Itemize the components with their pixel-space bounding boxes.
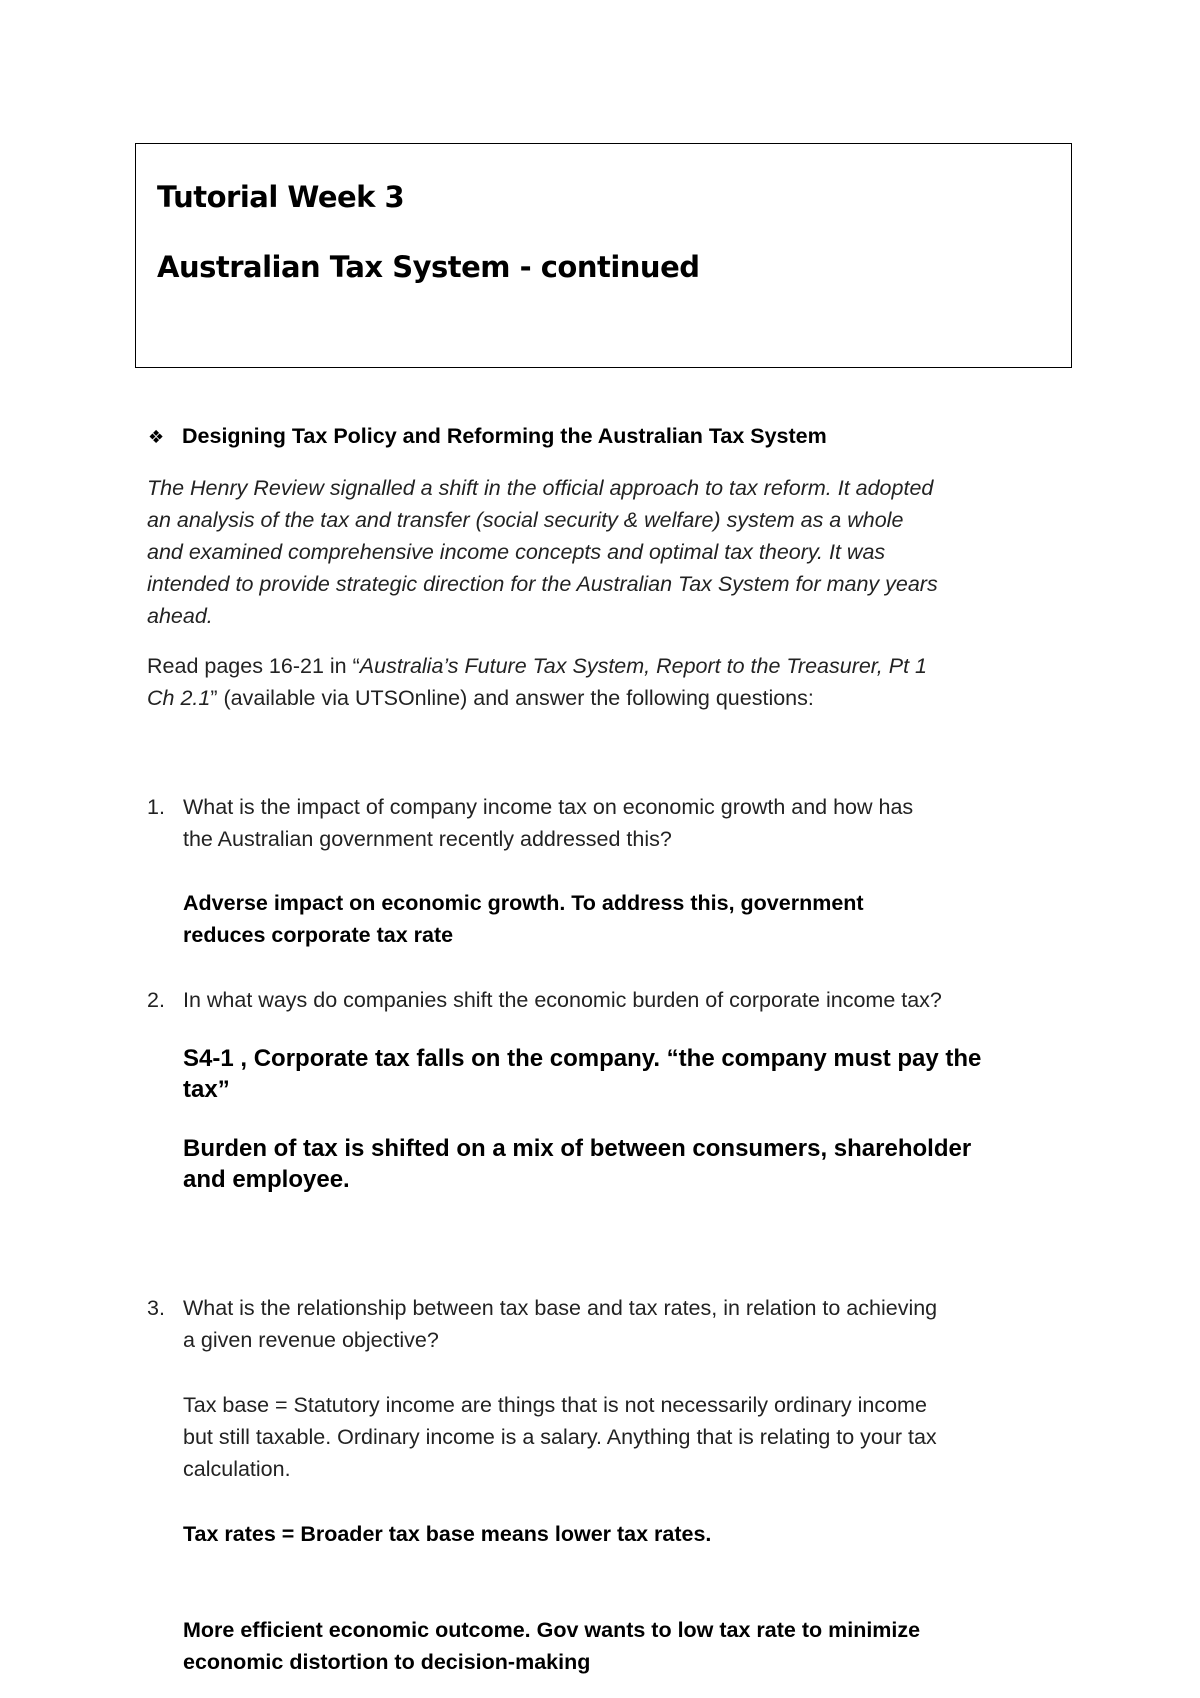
question-2-number: 2. (147, 988, 165, 1012)
answer-line: S4-1 , Corporate tax falls on the company. “the company must pay the (183, 1045, 982, 1072)
tutorial-title: Tutorial Week 3 (157, 180, 405, 214)
answer-3b (183, 1518, 711, 1550)
question-line: What is the relationship between tax base and tax rates, in relation to achieving (183, 1296, 938, 1320)
answer-line: and employee. (183, 1166, 350, 1193)
answer-line: Burden of tax is shifted on a mix of between consumers, shareholder (183, 1135, 972, 1162)
answer-line: reduces corporate tax rate (183, 923, 454, 947)
question-line: a given revenue objective? (183, 1328, 439, 1352)
tutorial-subtitle: Australian Tax System - continued (157, 250, 700, 284)
question-2-text (183, 984, 942, 1016)
intro-paragraph (147, 472, 938, 632)
question-line: the Australian government recently addressed this? (183, 827, 672, 851)
intro-line: intended to provide strategic direction for the Australian Tax System for many years (147, 572, 938, 596)
question-3-number: 3. (147, 1296, 165, 1320)
intro-line: and examined comprehensive income concepts and optimal tax theory. It was (147, 540, 886, 564)
reading-title-part2: Ch 2.1 (147, 686, 211, 710)
answer-2a (183, 1043, 981, 1105)
reading-title-part1: Australia’s Future Tax System, Report to the Treasurer, Pt 1 (359, 654, 927, 678)
question-3-text (183, 1292, 937, 1356)
intro-line: ahead. (147, 604, 213, 628)
question-1-text (183, 791, 913, 855)
answer-1a (183, 887, 864, 951)
reading-line-2 (147, 682, 927, 714)
answer-line: tax” (183, 1076, 230, 1103)
title-box (135, 143, 1072, 368)
answer-line: Adverse impact on economic growth. To address this, government (183, 891, 864, 915)
reading-line-1 (147, 650, 927, 682)
intro-line: an analysis of the tax and transfer (social security & welfare) system as a whole (147, 508, 904, 532)
intro-line: The Henry Review signalled a shift in the official approach to tax reform. It adopted (147, 476, 934, 500)
question-line: What is the impact of company income tax on economic growth and how has (183, 795, 914, 819)
reading-suffix: ” (available via UTSOnline) and answer the following questions: (210, 686, 814, 710)
reading-instructions (147, 650, 927, 714)
answer-line: More efficient economic outcome. Gov wants to low tax rate to minimize (183, 1618, 921, 1642)
answer-line: economic distortion to decision-making (183, 1650, 591, 1674)
answer-3c (183, 1614, 920, 1678)
answer-line: Tax base = Statutory income are things that is not necessarily ordinary income (183, 1393, 927, 1417)
section-heading-text: Designing Tax Policy and Reforming the Australian Tax System (182, 424, 827, 448)
diamond-bullet-icon: ❖ (148, 427, 165, 447)
reading-prefix: Read pages 16-21 in “ (147, 654, 360, 678)
answer-line: Tax rates = Broader tax base means lower tax rates. (183, 1522, 712, 1546)
answer-3a (183, 1389, 937, 1485)
answer-2b (183, 1133, 971, 1195)
answer-line: but still taxable. Ordinary income is a salary. Anything that is relating to your tax (183, 1425, 937, 1449)
question-line: In what ways do companies shift the economic burden of corporate income tax? (183, 988, 942, 1012)
answer-line: calculation. (183, 1457, 291, 1481)
question-1-number: 1. (147, 795, 165, 819)
section-heading (148, 420, 827, 453)
